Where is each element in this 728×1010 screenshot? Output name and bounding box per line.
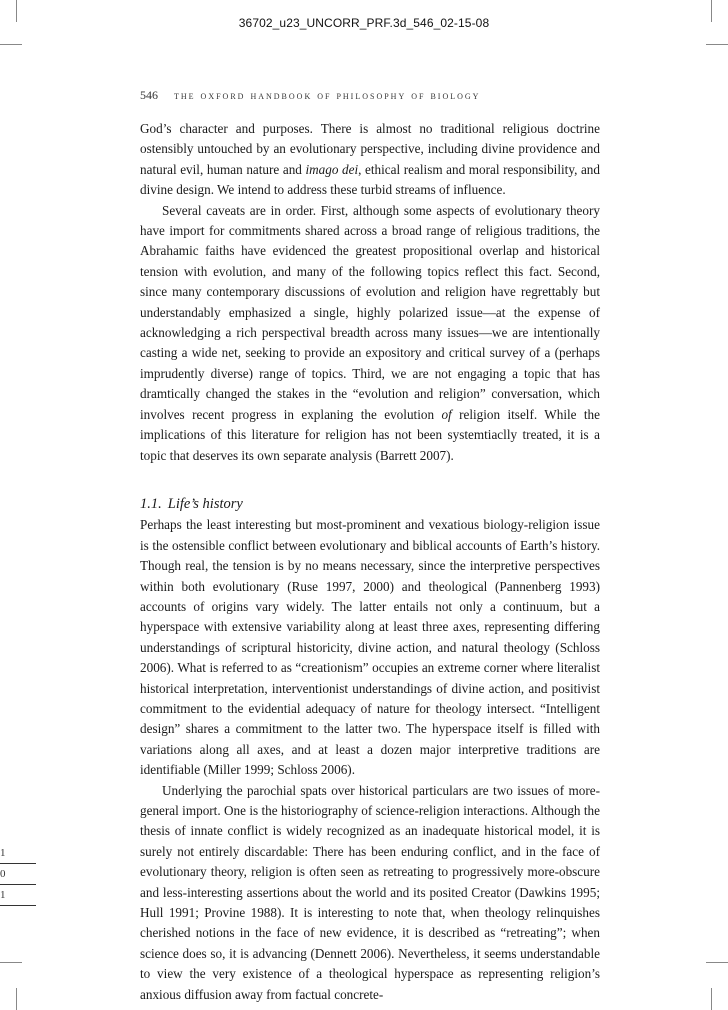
crop-mark bbox=[16, 988, 17, 1010]
running-head bbox=[140, 88, 600, 103]
italic-text: of bbox=[441, 406, 452, 422]
text-run: God’s character and purposes. There is almost no traditional religious doctrine ostensibly untouched by an evolutionary perspective, including divine providence and natural evil, human nature and bbox=[140, 121, 600, 177]
paragraph bbox=[140, 119, 600, 201]
section-number: 1.1. bbox=[140, 495, 162, 512]
margin-line-number: 0 bbox=[0, 864, 36, 885]
text-run: religion itself. While the implications of this literature for religion has not been systemtiaclly treated, it is a topic that deserves its own separate analysis (Barrett 2007). bbox=[140, 406, 601, 463]
text-run: Perhaps the least interesting but most-prominent and vexatious biology-religion issue is the ostensible conflict between evolutionary and biblical accounts of Earth’s history. Though real, the tension is by no means necessary, since the interpretive perspectives within both evolutionary (Ruse 1997, 2000) and theological (Pannenberg 1993) accounts of origins vary widely. The latter entails not only a continuum, but a hyperspace with extensive variability along at least three axes, representing differing understandings of scriptural historicity, divine action, and natural theology (Schloss 2006). What is referred to as “creationism” occupies an extreme corner where literalist historical interpretation, interventionist understandings of divine action, and positivist commitment to the evidential adequacy of nature for theology intersect. “Intelligent design” shares a commitment to the latter two. The hyperspace itself is filled with variations along all axes, and at least a dozen major interpretive traditions are identifiable (Miller 1999; Schloss 2006). bbox=[140, 517, 600, 778]
paragraph bbox=[140, 515, 600, 780]
proof-header: 36702_u23_UNCORR_PRF.3d_546_02-15-08 bbox=[238, 16, 490, 30]
margin-line-number: 1 bbox=[0, 843, 36, 864]
section-title: Life’s history bbox=[167, 495, 243, 512]
margin-line-numbers bbox=[0, 843, 36, 906]
crop-mark bbox=[0, 962, 22, 963]
text-run: Underlying the parochial spats over historical particulars are two issues of more-general import. One is the historiography of science-religion interactions. Although the thesis of innate conflict is widely recognized as an inadequate historical model, it is surely not entirely discardable: There has been enduring conflict, and in the face of evolutionary theory, religion is often seen as retreating to progressively more-obscure and less-interesting assertions about the world and its posited Creator (Dawkins 1995; Hull 1991; Provine 1988). It is interesting to note that, when theology relinquishes cherished notions in the face of new evidence, it is described as “retreating”; when science does so, it is advancing (Dennett 2006). Nevertheless, it seems understandable to view the very existence of a theological hyperspace as representing religion’s anxious diffusion away from factual concrete- bbox=[140, 782, 600, 1002]
crop-mark bbox=[711, 0, 712, 22]
text-run: , ethical realism and moral responsibility, and divine design. We intend to address these turbid streams of influence. bbox=[140, 161, 600, 198]
crop-mark bbox=[0, 44, 22, 45]
running-title: the oxford handbook of philosophy of biology bbox=[174, 88, 481, 102]
crop-mark bbox=[16, 0, 17, 22]
crop-mark bbox=[711, 988, 712, 1010]
paragraph bbox=[140, 201, 600, 466]
section-heading bbox=[140, 494, 600, 514]
text-run: Several caveats are in order. First, although some aspects of evolutionary theory have import for commitments shared across a broad range of religious traditions, the Abrahamic faiths have evidenced the greatest propositional overlap and historical tension with evolution, and many of the following topics reflect this fact. Second, since many contemporary discussions of evolution and religion have regrettably but understandably emphasized a single, highly polarized issue—at the expense of acknowledging a rich perspectival breadth across many issues—we are intentionally casting a wide net, seeking to provide an expository and critical survey of a (perhaps imprudently diverse) range of topics. Third, we are not engaging a topic that has dramtically changed the stakes in the “evolution and religion” conversation, which involves recent progress in explaning the evolution bbox=[140, 202, 600, 422]
crop-mark bbox=[706, 962, 728, 963]
crop-mark bbox=[706, 44, 728, 45]
body-text bbox=[140, 119, 600, 1005]
margin-line-number: 1 bbox=[0, 885, 36, 906]
paragraph bbox=[140, 781, 600, 1005]
page-number: 546 bbox=[140, 88, 158, 102]
italic-text: imago dei bbox=[305, 161, 359, 177]
